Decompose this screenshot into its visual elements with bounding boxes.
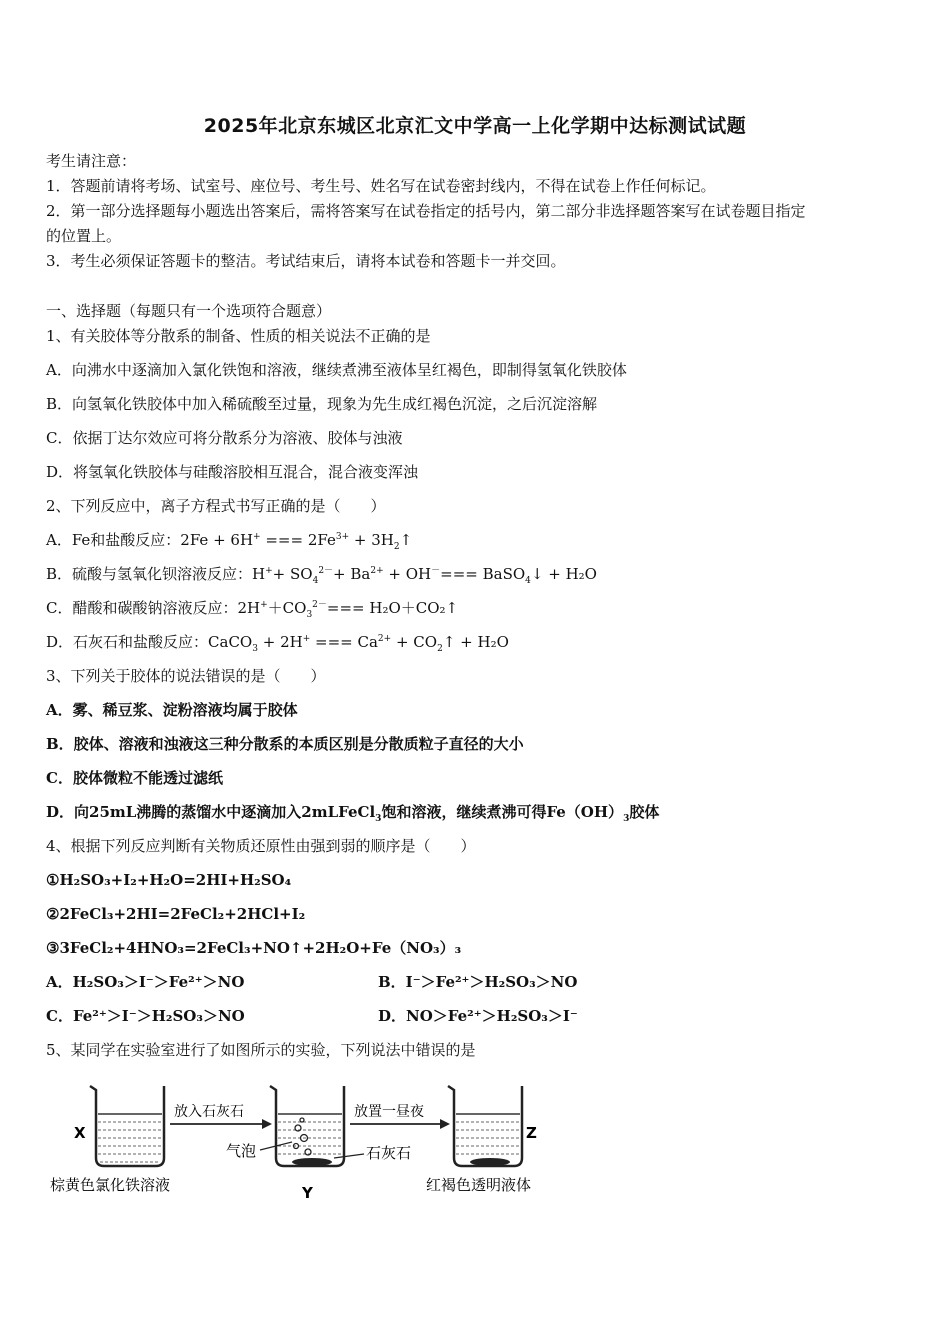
q4-option-b: B．I⁻＞Fe²⁺＞H₂SO₃＞NO (378, 973, 578, 991)
q2-option-b: B．硫酸与氢氧化钡溶液反应：$H^++ SO_4^{2-}+ Ba^{2+} + OH^-===$ BaSO$_4$↓ + H₂O (46, 565, 597, 586)
q2-stem: 2、下列反应中，离子方程式书写正确的是（ ） (46, 497, 386, 515)
notice-item-3: 3．考生必须保证答题卡的整洁。考试结束后，请将本试卷和答题卡一并交回。 (46, 252, 566, 270)
q3-option-c: C．胶体微粒不能透过滤纸 (46, 769, 223, 787)
label-y: Y (302, 1184, 313, 1202)
q4-option-a: A．H₂SO₃＞I⁻＞Fe²⁺＞NO (46, 973, 245, 991)
q2-option-c: C．醋酸和碳酸钠溶液反应：$2H^++CO_3^{2-}===$ H₂O＋CO₂↑ (46, 599, 459, 620)
q4-option-d: D．NO＞Fe²⁺＞H₂SO₃＞I⁻ (378, 1007, 578, 1025)
beaker-z (448, 1086, 522, 1166)
q1-option-a: A．向沸水中逐滴加入氯化铁饱和溶液，继续煮沸至液体呈红褐色，即制得氢氧化铁胶体 (46, 361, 627, 379)
q5-stem: 5、某同学在实验室进行了如图所示的实验，下列说法中错误的是 (46, 1041, 476, 1059)
arrow-2 (350, 1119, 450, 1129)
beaker-y (270, 1086, 344, 1166)
q3-stem: 3、下列关于胶体的说法错误的是（ ） (46, 667, 326, 685)
q4-reaction-1: ①H₂SO₃+I₂+H₂O=2HI+H₂SO₄ (46, 871, 292, 889)
page-title: 2025年北京东城区北京汇文中学高一上化学期中达标测试试题 (203, 115, 747, 137)
q2-option-a: A．Fe和盐酸反应：2Fe + 6H+ === $2Fe^{3+}$ + $3H_2↑$ (46, 531, 413, 552)
notice-item-2: 2．第一部分选择题每小题选出答案后，需将答案写在试卷指定的括号内，第二部分非选择题答案写在试卷题目指定 (46, 202, 806, 220)
q4-reaction-3: ③3FeCl₂+4HNO₃=2FeCl₃+NO↑+2H₂O+Fe（NO₃）₃ (46, 939, 462, 957)
label-z: Z (526, 1124, 537, 1142)
bubbles-icon (294, 1118, 312, 1155)
section-heading: 一、选择题（每题只有一个选项符合题意） (46, 302, 332, 320)
arrow-1-label: 放入石灰石 (174, 1104, 244, 1120)
arrow-2-label: 放置一昼夜 (354, 1104, 424, 1120)
caption-x: 棕黄色氯化铁溶液 (50, 1176, 171, 1194)
q2-option-d: D．石灰石和盐酸反应：CaCO$_3$ + 2H+ === $Ca^{2+}$ + $CO_2↑ + H_2O$ (46, 633, 509, 654)
limestone-label: 石灰石 (366, 1144, 412, 1162)
q3-option-b: B．胶体、溶液和浊液这三种分散系的本质区别是分散质粒子直径的大小 (46, 735, 524, 753)
q1-stem: 1、有关胶体等分散系的制备、性质的相关说法不正确的是 (46, 327, 431, 345)
q1-option-d: D．将氢氧化铁胶体与硅酸溶胶相互混合，混合液变浑浊 (46, 463, 419, 481)
limestone-chunk (292, 1158, 332, 1166)
q3-option-d: D．向25mL沸腾的蒸馏水中逐滴加入2mLFeCl$_3$饱和溶液，继续煮沸可得$Fe(OH)_3$胶体 (46, 803, 660, 824)
experiment-figure (40, 1076, 580, 1206)
label-x: X (74, 1124, 86, 1142)
bubbles-label: 气泡 (226, 1142, 257, 1160)
arrow-1 (170, 1119, 272, 1129)
notice-item-2-cont: 的位置上。 (46, 227, 122, 245)
q4-option-c: C．Fe²⁺＞I⁻＞H₂SO₃＞NO (46, 1007, 245, 1025)
q4-stem: 4、根据下列反应判断有关物质还原性由强到弱的顺序是（ ） (46, 837, 476, 855)
q1-option-b: B．向氢氧化铁胶体中加入稀硫酸至过量，现象为先生成红褐色沉淀，之后沉淀溶解 (46, 395, 598, 413)
q4-reaction-2: ②2FeCl₃+2HI=2FeCl₂+2HCl+I₂ (46, 905, 306, 923)
q3-option-a: A．雾、稀豆浆、淀粉溶液均属于胶体 (46, 701, 298, 719)
beaker-x (90, 1086, 164, 1166)
notice-item-1: 1．答题前请将考场、试室号、座位号、考生号、姓名写在试卷密封线内，不得在试卷上作任何标记。 (46, 177, 716, 195)
caption-z: 红褐色透明液体 (426, 1176, 532, 1194)
notice-heading: 考生请注意： (46, 152, 137, 170)
q1-option-c: C．依据丁达尔效应可将分散系分为溶液、胶体与浊液 (46, 429, 403, 447)
